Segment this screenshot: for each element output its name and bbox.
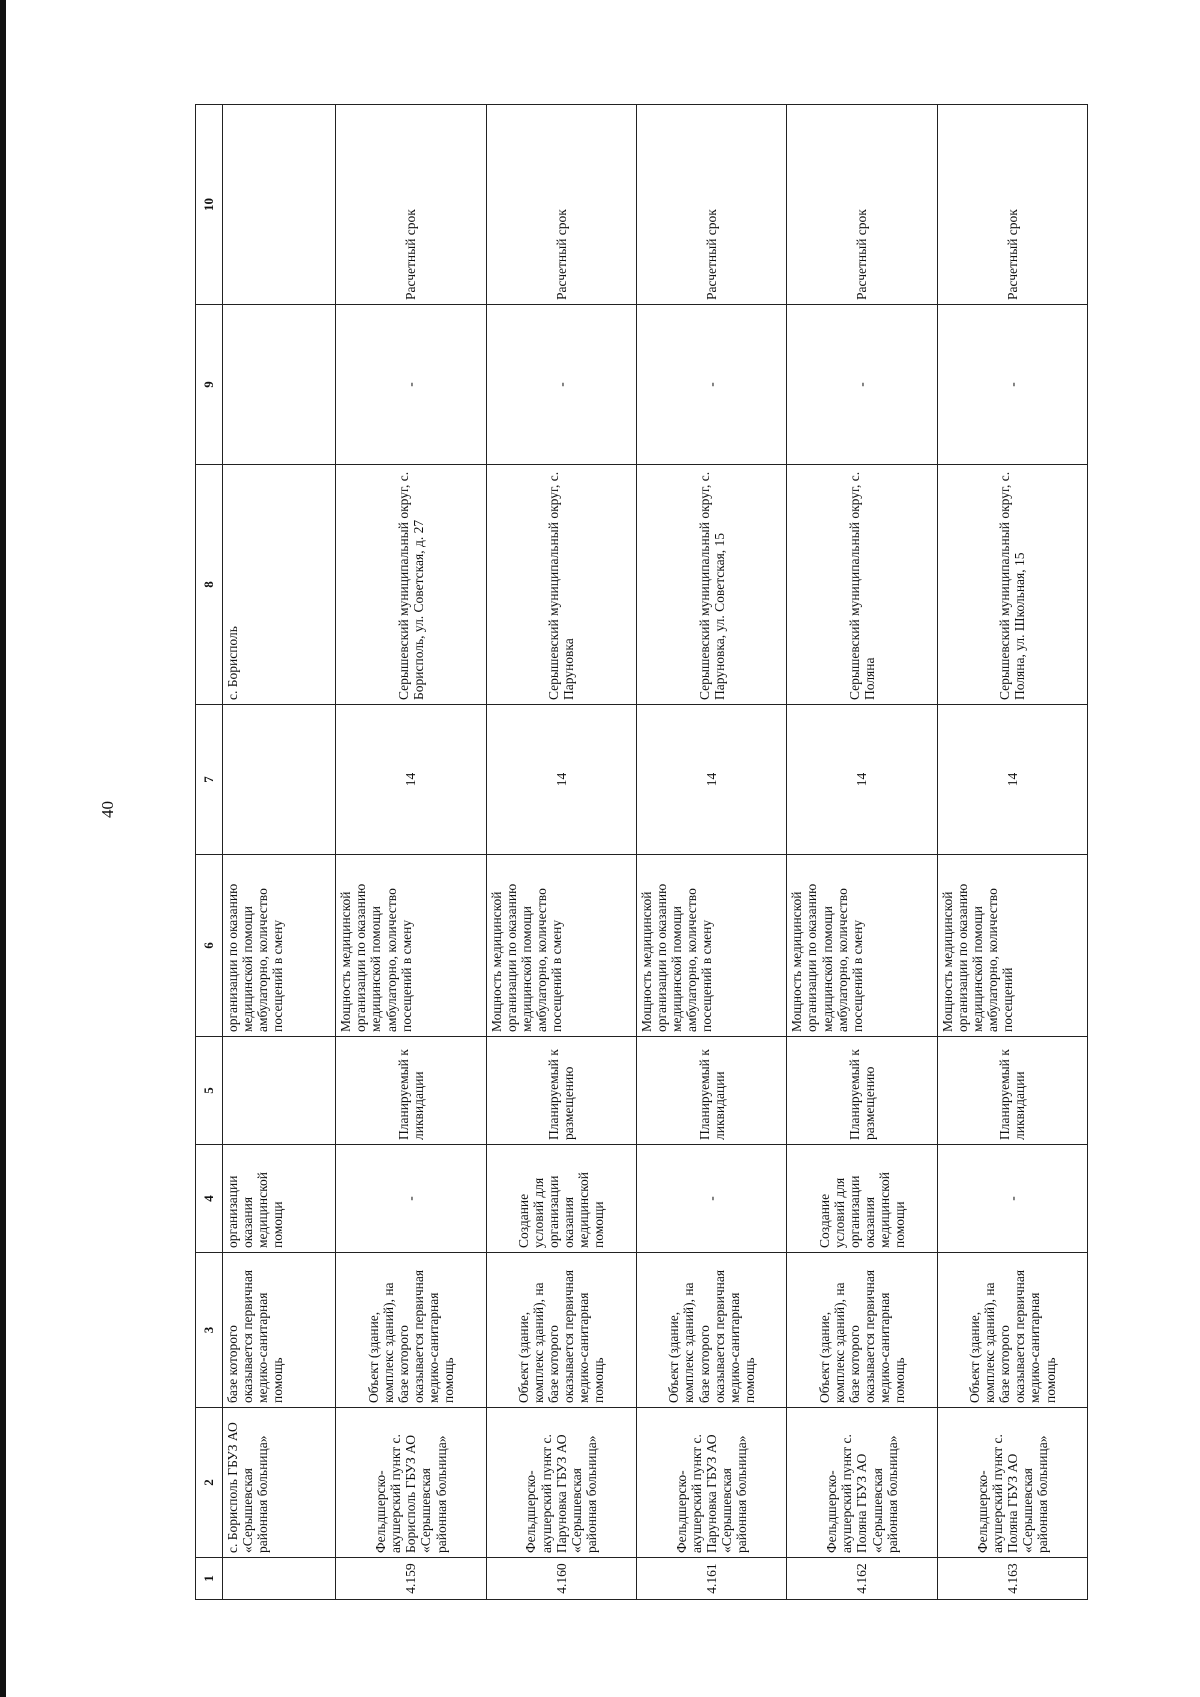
purpose: - xyxy=(636,1145,786,1253)
purpose: Создание условий для организации оказания медицинской помощи xyxy=(787,1145,937,1253)
header-col-6: 6 xyxy=(196,855,223,1037)
zones: - xyxy=(787,305,937,465)
object-type: Объект (здание, комплекс зданий), на базе которого оказывается первичная медико-санитарная помощь xyxy=(787,1253,937,1408)
facility-name: Фельдшерско-акушерский пункт с. Паруновка ГБУЗ АО «Серышевская районная больница» xyxy=(486,1408,636,1558)
header-col-1: 1 xyxy=(196,1558,223,1600)
term: Расчетный срок xyxy=(486,105,636,305)
scan-edge xyxy=(0,0,6,1697)
capacity: Мощность медицинской организации по оказанию медицинской помощи амбулаторно, количество посещений xyxy=(937,855,1087,1037)
facilities-table xyxy=(195,104,1088,1600)
location: Серышевский муниципальный округ, с. Борисполь, ул. Советская, д. 27 xyxy=(336,465,486,705)
rotated-table-wrapper xyxy=(195,105,1088,1600)
visit-count: 14 xyxy=(336,705,486,855)
page-number: 40 xyxy=(98,801,117,818)
cont-count xyxy=(223,705,336,855)
location: Серышевский муниципальный округ, с. Паруновка, ул. Советская, 15 xyxy=(636,465,786,705)
table-row xyxy=(336,105,486,1600)
cont-zones xyxy=(223,305,336,465)
cont-purpose: организации оказания медицинской помощи xyxy=(223,1145,336,1253)
facility-name: Фельдшерско-акушерский пункт с. Поляна ГБУЗ АО «Серышевская районная больница» xyxy=(937,1408,1087,1558)
cont-capacity: организации по оказанию медицинской помощи амбулаторно, количество посещений в смену xyxy=(223,855,336,1037)
table-row xyxy=(636,105,786,1600)
header-col-9: 9 xyxy=(196,305,223,465)
facility-name: Фельдшерско-акушерский пункт с. Борисполь ГБУЗ АО «Серышевская районная больница» xyxy=(336,1408,486,1558)
status: Планируемый к ликвидации xyxy=(937,1037,1087,1145)
location: Серышевский муниципальный округ, с. Поляна xyxy=(787,465,937,705)
purpose: - xyxy=(937,1145,1087,1253)
cont-term xyxy=(223,105,336,305)
row-id: 4.160 xyxy=(486,1558,636,1600)
object-type: Объект (здание, комплекс зданий), на базе которого оказывается первичная медико-санитарная помощь xyxy=(937,1253,1087,1408)
capacity: Мощность медицинской организации по оказанию медицинской помощи амбулаторно, количество посещений в смену xyxy=(336,855,486,1037)
row-id: 4.159 xyxy=(336,1558,486,1600)
status: Планируемый к ликвидации xyxy=(636,1037,786,1145)
table-row xyxy=(937,105,1087,1600)
header-col-4: 4 xyxy=(196,1145,223,1253)
term: Расчетный срок xyxy=(787,105,937,305)
header-col-8: 8 xyxy=(196,465,223,705)
location: Серышевский муниципальный округ, с. Паруновка xyxy=(486,465,636,705)
row-id: 4.162 xyxy=(787,1558,937,1600)
header-col-10: 10 xyxy=(196,105,223,305)
zones: - xyxy=(636,305,786,465)
cont-name: с. Борисполь ГБУЗ АО «Серышевская районная больница» xyxy=(223,1408,336,1558)
zones: - xyxy=(937,305,1087,465)
header-col-3: 3 xyxy=(196,1253,223,1408)
row-id: 4.163 xyxy=(937,1558,1087,1600)
term: Расчетный срок xyxy=(937,105,1087,305)
location: Серышевский муниципальный округ, с. Поляна, ул. Школьная, 15 xyxy=(937,465,1087,705)
visit-count: 14 xyxy=(787,705,937,855)
facility-name: Фельдшерско-акушерский пункт с. Паруновка ГБУЗ АО «Серышевская районная больница» xyxy=(636,1408,786,1558)
header-row xyxy=(196,105,223,1600)
object-type: Объект (здание, комплекс зданий), на базе которого оказывается первичная медико-санитарная помощь xyxy=(486,1253,636,1408)
header-col-7: 7 xyxy=(196,705,223,855)
term: Расчетный срок xyxy=(336,105,486,305)
table-row xyxy=(787,105,937,1600)
cont-status xyxy=(223,1037,336,1145)
row-id: 4.161 xyxy=(636,1558,786,1600)
cont-object: базе которого оказывается первичная медико-санитарная помощь xyxy=(223,1253,336,1408)
capacity: Мощность медицинской организации по оказанию медицинской помощи амбулаторно, количество посещений в смену xyxy=(787,855,937,1037)
purpose: Создание условий для организации оказания медицинской помощи xyxy=(486,1145,636,1253)
term: Расчетный срок xyxy=(636,105,786,305)
zones: - xyxy=(336,305,486,465)
object-type: Объект (здание, комплекс зданий), на базе которого оказывается первичная медико-санитарная помощь xyxy=(336,1253,486,1408)
zones: - xyxy=(486,305,636,465)
visit-count: 14 xyxy=(937,705,1087,855)
facility-name: Фельдшерско-акушерский пункт с. Поляна ГБУЗ АО «Серышевская районная больница» xyxy=(787,1408,937,1558)
status: Планируемый к размещению xyxy=(486,1037,636,1145)
object-type: Объект (здание, комплекс зданий), на базе которого оказывается первичная медико-санитарная помощь xyxy=(636,1253,786,1408)
continuation-row xyxy=(223,105,336,1600)
visit-count: 14 xyxy=(486,705,636,855)
purpose: - xyxy=(336,1145,486,1253)
header-col-2: 2 xyxy=(196,1408,223,1558)
capacity: Мощность медицинской организации по оказанию медицинской помощи амбулаторно, количество посещений в смену xyxy=(636,855,786,1037)
status: Планируемый к размещению xyxy=(787,1037,937,1145)
visit-count: 14 xyxy=(636,705,786,855)
table-row xyxy=(486,105,636,1600)
cont-location: с. Борисполь xyxy=(223,465,336,705)
status: Планируемый к ликвидации xyxy=(336,1037,486,1145)
header-col-5: 5 xyxy=(196,1037,223,1145)
cont-col-1 xyxy=(223,1558,336,1600)
capacity: Мощность медицинской организации по оказанию медицинской помощи амбулаторно, количество посещений в смену xyxy=(486,855,636,1037)
